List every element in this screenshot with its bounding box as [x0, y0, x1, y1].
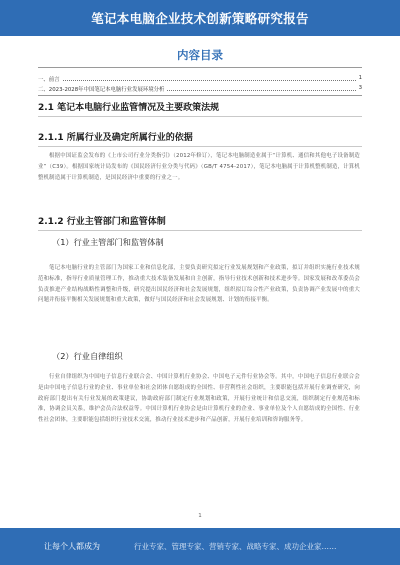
- toc-top-divider: [38, 67, 362, 68]
- body-paragraph: 根据中国证监会发布的《上市公司行业分类指引》（2012年修订），笔记本电脑制造业属于“计算机、通信和其他电子设备制造业”（C39）。根据国家统计局发布的《国民经济行业分类与代码》（GB/T 4754-2017），笔记本电脑属于计算机整机制造，计算机整机制造属于计算机制造，是国民经济中重要的行业之一。: [38, 153, 360, 181]
- footer-banner: [0, 528, 400, 565]
- subsubsection-heading: （2）行业自律组织: [52, 351, 123, 361]
- toc-entry-label: 二、2023-2028年中国笔记本电脑行业发展环境分析: [38, 87, 165, 93]
- toc-entry[interactable]: [38, 75, 362, 85]
- section-divider: [38, 116, 362, 117]
- footer-slogan: 让每个人都成为: [44, 542, 100, 551]
- report-header: [0, 0, 400, 36]
- subsection-divider: [38, 146, 362, 147]
- subsection-divider: [38, 230, 362, 231]
- toc-bottom-divider: [38, 95, 362, 96]
- section-heading: 2.1 笔记本电脑行业监管情况及主要政策法规: [38, 103, 220, 113]
- toc-entry-label: 一、前言: [38, 77, 60, 83]
- toc-entry[interactable]: [38, 85, 362, 95]
- page-number: 1: [198, 513, 202, 519]
- report-title: 笔记本电脑企业技术创新策略研究报告: [91, 11, 309, 26]
- toc-entry-page: 3: [358, 85, 362, 91]
- toc-entry-page: 1: [358, 75, 362, 81]
- body-paragraph: 行业自律组织为中国电子信息行业联合会、中国计算机行业协会、中国电子元件行业协会等。其中，中国电子信息行业联合会是由中国电子信息行业的企业、事业单位和社会团体自愿组成的全国性、非营利性社会组织，主要职能包括开展行业调查研究，向政府部门提出有关行业发展的政策建议，协助政府部门制定行业规划和政策，开展行业统计和信息交流，组织制定行业规范和标准，协调会员关系，维护会员合法权益等。中国计算机行业协会是由计算机行业的企业、事业单位及个人自愿结成的全国性、行业性社会团体，主要职能包括组织行业技术交流，推动行业技术进步和产品创新，开展行业培训和咨询服务等。: [38, 374, 360, 424]
- subsection-heading: 2.1.2 行业主管部门和监管体制: [38, 217, 166, 227]
- body-paragraph: 笔记本电脑行业的主管部门为国家工业和信息化部，主要负责研究拟定行业发展规划和产业政策，拟订并组织实施行业技术规范和标准，指导行业质量管理工作，推动重大技术装备发展和自主创新，指导行业技术创新和技术进步等。国家发展和改革委员会负责推进产业结构战略性调整和升级，研究提出国民经济和社会发展规划，组织拟订综合性产业政策，负责协调产业发展中的重大问题并衔接平衡相关发展规划和重大政策，做好与国民经济和社会发展规划、计划的衔接平衡。: [38, 265, 360, 304]
- footer-roles: 行业专家、管理专家、营销专家、战略专家、成功企业家……: [134, 542, 337, 551]
- toc-leader-dots: [38, 80, 356, 81]
- subsection-heading: 2.1.1 所属行业及确定所属行业的依据: [38, 133, 193, 143]
- subsubsection-heading: （1）行业主管部门和监管体制: [52, 237, 164, 247]
- toc-heading: 内容目录: [177, 48, 223, 62]
